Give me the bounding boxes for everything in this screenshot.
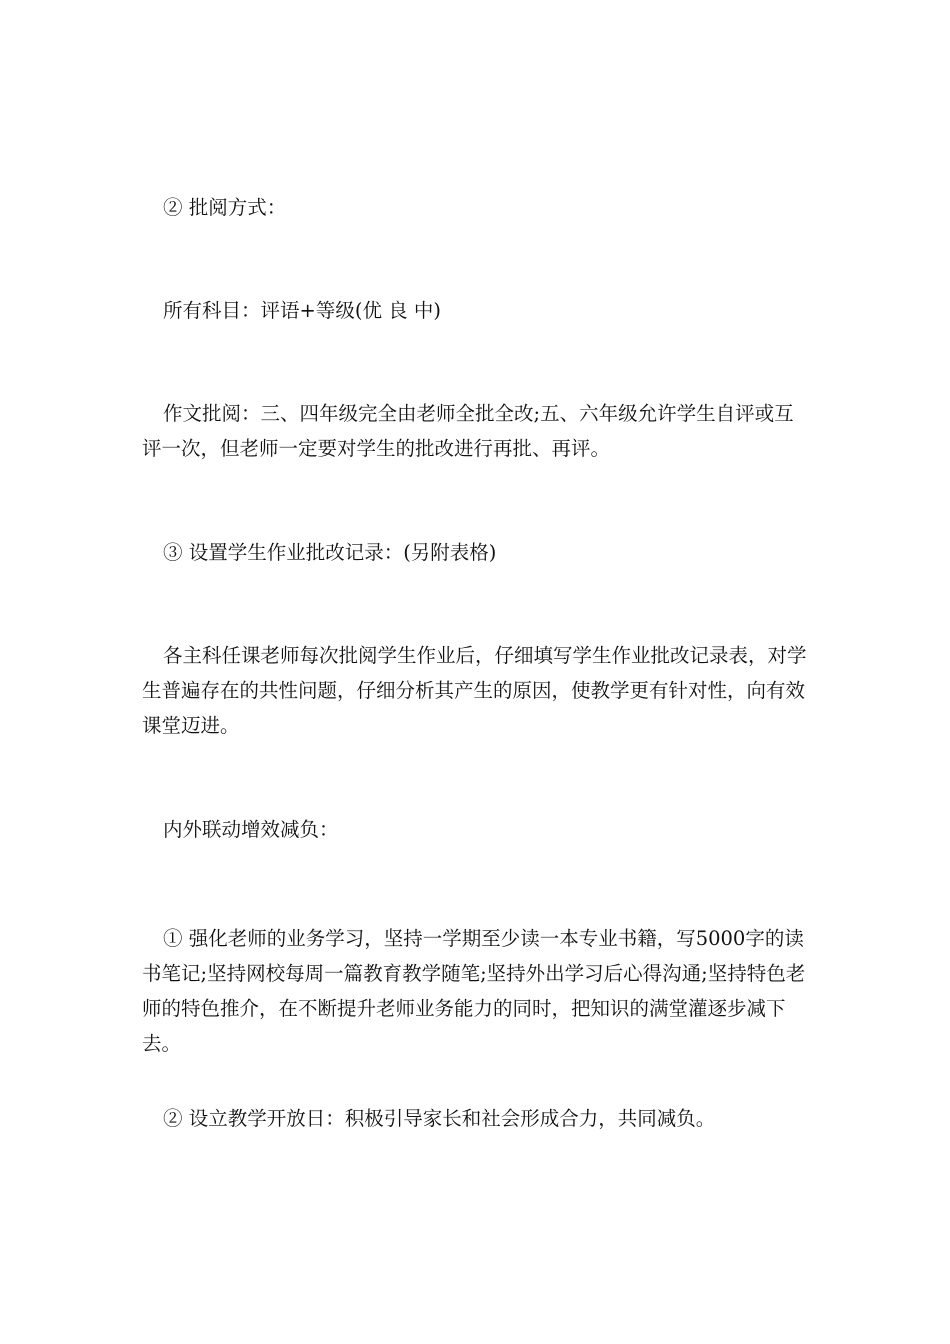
- paragraph-teacher-learning: ① 强化老师的业务学习，坚持一学期至少读一本专业书籍，写5000字的读书笔记;坚持网校每周一篇教育教学随笔;坚持外出学习后心得沟通;坚持特色老师的特色推介，在不断提升老师业务能力的同时，把知识的满堂灌逐步减下去。: [142, 927, 806, 1055]
- paragraph-grading-method-heading: ② 批阅方式：: [163, 196, 287, 219]
- paragraph-open-day: ② 设立教学开放日：积极引导家长和社会形成合力，共同减负。: [163, 1107, 716, 1130]
- paragraph-grading-record-body: 各主科任课老师每次批阅学生作业后，仔细填写学生作业批改记录表，对学生普遍存在的共性问题，仔细分析其产生的原因，使教学更有针对性，向有效课堂迈进。: [142, 644, 807, 737]
- paragraph-essay-grading: 作文批阅：三、四年级完全由老师全批全改;五、六年级允许学生自评或互评一次，但老师一定要对学生的批改进行再批、再评。: [142, 402, 794, 460]
- paragraph-grading-record-heading: ③ 设置学生作业批改记录：(另附表格): [163, 541, 497, 564]
- paragraph-internal-external-heading: 内外联动增效减负：: [163, 818, 339, 841]
- paragraph-all-subjects: 所有科目：评语+等级(优 良 中): [163, 299, 441, 322]
